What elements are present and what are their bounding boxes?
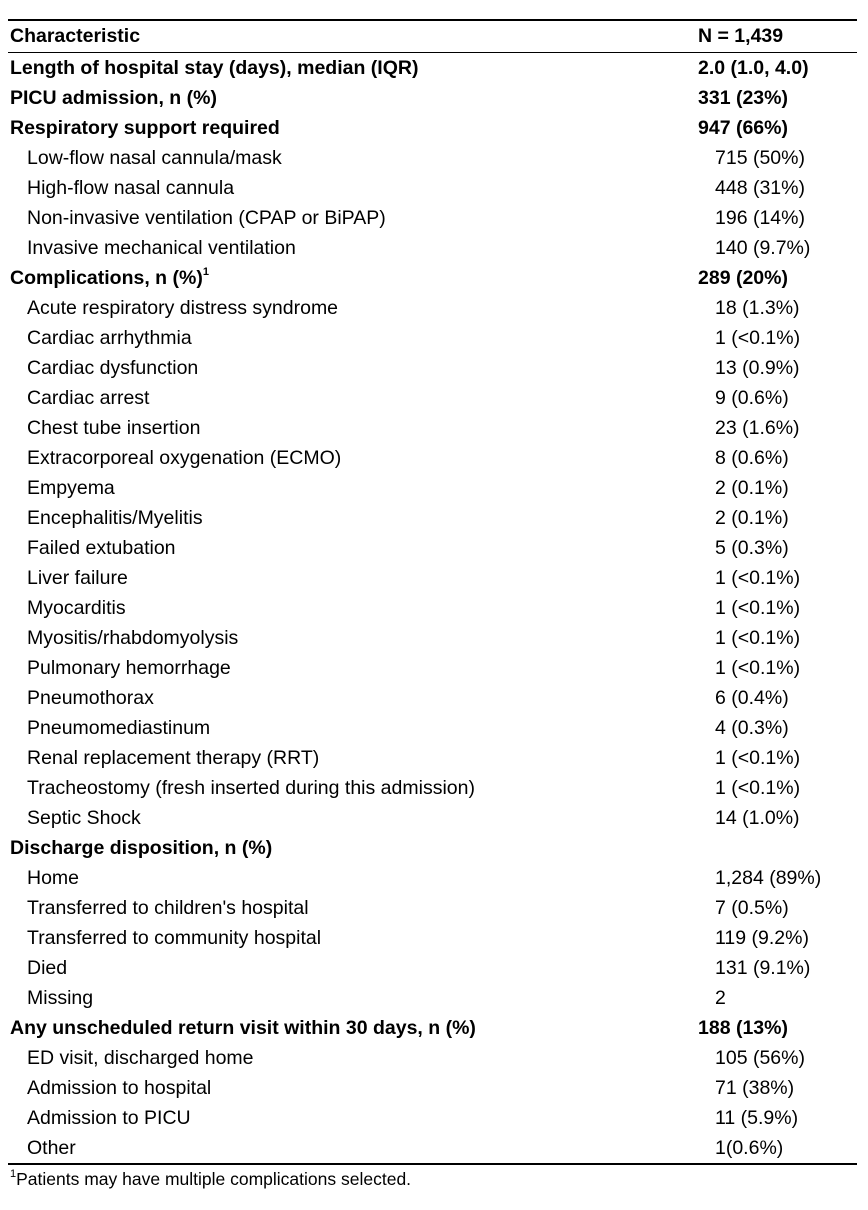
row-label: Admission to PICU [27,1106,191,1129]
row-value: 1(0.6%) [715,1136,784,1159]
row-label: Empyema [27,476,115,499]
table-row [8,623,857,653]
row-label-cell [8,237,715,260]
row-label-cell [8,627,715,650]
row-label: Home [27,866,80,889]
row-label-cell [8,57,698,80]
table-row [8,983,857,1013]
row-value: 1 (<0.1%) [715,656,801,679]
row-label: Myocarditis [27,596,126,619]
row-value: 1 (<0.1%) [715,626,801,649]
footnote-text: Patients may have multiple complications selected. [16,1169,412,1189]
row-label-cell [8,267,698,290]
row-value: 11 (5.9%) [715,1106,799,1129]
row-label: Myositis/rhabdomyolysis [27,626,239,649]
row-label: Encephalitis/Myelitis [27,506,203,529]
row-value: 331 (23%) [698,86,788,109]
row-label-cell [8,417,715,440]
row-label-cell [8,657,715,680]
row-value: 18 (1.3%) [715,296,800,319]
table-footnote [8,1165,857,1190]
row-label-cell [8,717,715,740]
row-value: 1,284 (89%) [715,866,822,889]
row-label: Respiratory support required [10,116,280,139]
table-row [8,893,857,923]
row-label-cell [8,1047,715,1070]
row-label-cell [8,777,715,800]
row-label-cell [8,387,715,410]
table-row [8,443,857,473]
header-characteristic: Characteristic [10,25,141,47]
row-label: Tracheostomy (fresh inserted during this admission) [27,776,475,799]
table-row [8,953,857,983]
row-value: 5 (0.3%) [715,536,789,559]
row-value: 131 (9.1%) [715,956,811,979]
row-value: 1 (<0.1%) [715,776,801,799]
footnote-mark: 1 [10,1168,17,1180]
table-section-row [8,113,857,143]
table-row [8,563,857,593]
row-label: Acute respiratory distress syndrome [27,296,339,319]
row-label-cell [8,597,715,620]
row-value: 196 (14%) [715,206,805,229]
row-label-cell [8,747,715,770]
row-label-cell [8,1107,715,1130]
row-value: 947 (66%) [698,116,788,139]
row-label-cell [8,957,715,980]
row-label-cell [8,567,715,590]
row-label-cell [8,1017,698,1040]
table-row [8,353,857,383]
row-value: 2 (0.1%) [715,476,789,499]
row-label-cell [8,297,715,320]
row-label: ED visit, discharged home [27,1046,254,1069]
row-label-cell [8,897,715,920]
table-row [8,533,857,563]
row-label: Chest tube insertion [27,416,201,439]
row-value: 71 (38%) [715,1076,795,1099]
table-row [8,743,857,773]
table-row [8,323,857,353]
table-row [8,173,857,203]
table-section-row [8,83,857,113]
row-label-cell [8,447,715,470]
row-label: High-flow nasal cannula [27,176,235,199]
row-value: 448 (31%) [715,176,805,199]
header-n-total: N = 1,439 [698,25,784,47]
row-value: 119 (9.2%) [715,926,809,949]
row-label: Transferred to community hospital [27,926,322,949]
row-label-cell [8,537,715,560]
row-label: Discharge disposition, n (%) [10,836,273,859]
row-label-cell [8,147,715,170]
row-value: 1 (<0.1%) [715,746,801,769]
row-value: 105 (56%) [715,1046,805,1069]
row-label: Liver failure [27,566,128,589]
row-value: 7 (0.5%) [715,896,789,919]
row-label: Cardiac arrhythmia [27,326,192,349]
row-label-cell [8,357,715,380]
table-body [8,53,857,1163]
characteristics-table [8,19,857,1190]
row-label-cell [8,117,698,140]
row-label-cell [8,1077,715,1100]
row-label: Length of hospital stay (days), median (IQR) [10,56,419,79]
row-label: Died [27,956,68,979]
table-row [8,293,857,323]
table-row [8,473,857,503]
row-value: 9 (0.6%) [715,386,789,409]
row-label: Low-flow nasal cannula/mask [27,146,282,169]
table-row [8,413,857,443]
row-label: Extracorporeal oxygenation (ECMO) [27,446,342,469]
row-label: Missing [27,986,94,1009]
row-label: Cardiac dysfunction [27,356,199,379]
row-value: 2 [715,986,726,1009]
row-label-cell [8,807,715,830]
table-row [8,683,857,713]
row-value: 6 (0.4%) [715,686,789,709]
row-value: 2 (0.1%) [715,506,789,529]
row-value: 4 (0.3%) [715,716,789,739]
table-row [8,1103,857,1133]
row-label: Pneumomediastinum [27,716,211,739]
table-section-row [8,833,857,863]
table-row [8,653,857,683]
row-value: 140 (9.7%) [715,236,811,259]
row-value: 2.0 (1.0, 4.0) [698,56,809,79]
row-label: Renal replacement therapy (RRT) [27,746,320,769]
row-value: 13 (0.9%) [715,356,800,379]
table-section-row [8,263,857,293]
row-label: Invasive mechanical ventilation [27,236,296,259]
row-value: 23 (1.6%) [715,416,800,439]
table-row [8,1043,857,1073]
row-label: Cardiac arrest [27,386,150,409]
row-label-cell [8,207,715,230]
table-row [8,503,857,533]
row-value: 715 (50%) [715,146,805,169]
table-row [8,773,857,803]
row-label: Non-invasive ventilation (CPAP or BiPAP) [27,206,386,229]
row-label-cell [8,837,698,860]
row-value: 188 (13%) [698,1016,788,1039]
row-value: 14 (1.0%) [715,806,800,829]
row-label: Transferred to children's hospital [27,896,309,919]
row-label: Septic Shock [27,806,141,829]
row-value: 1 (<0.1%) [715,326,801,349]
footnote-reference: 1 [202,266,209,278]
row-label: Failed extubation [27,536,176,559]
row-label: Complications, n (%) [10,266,203,289]
table-row [8,203,857,233]
table-row [8,803,857,833]
row-label: Pneumothorax [27,686,154,709]
row-label-cell [8,987,715,1010]
row-label-cell [8,507,715,530]
table-section-row [8,1013,857,1043]
table-row [8,593,857,623]
row-value: 1 (<0.1%) [715,566,801,589]
row-label: Pulmonary hemorrhage [27,656,231,679]
row-label-cell [8,327,715,350]
row-label-cell [8,687,715,710]
row-label-cell [8,87,698,110]
row-label: PICU admission, n (%) [10,86,217,109]
table-row [8,1073,857,1103]
row-label: Other [27,1136,76,1159]
row-label: Any unscheduled return visit within 30 days, n (%) [10,1016,476,1039]
row-value: 289 (20%) [698,266,788,289]
table-row [8,863,857,893]
row-value: 8 (0.6%) [715,446,789,469]
row-value: 1 (<0.1%) [715,596,801,619]
row-label-cell [8,477,715,500]
row-label-cell [8,927,715,950]
row-label-cell [8,867,715,890]
table-header-row [8,21,857,52]
table-row [8,233,857,263]
row-label-cell [8,1137,715,1160]
table-section-row [8,53,857,83]
table-row [8,713,857,743]
table-row [8,383,857,413]
row-label: Admission to hospital [27,1076,212,1099]
row-label-cell [8,177,715,200]
table-row [8,143,857,173]
table-row [8,923,857,953]
table-row [8,1133,857,1163]
